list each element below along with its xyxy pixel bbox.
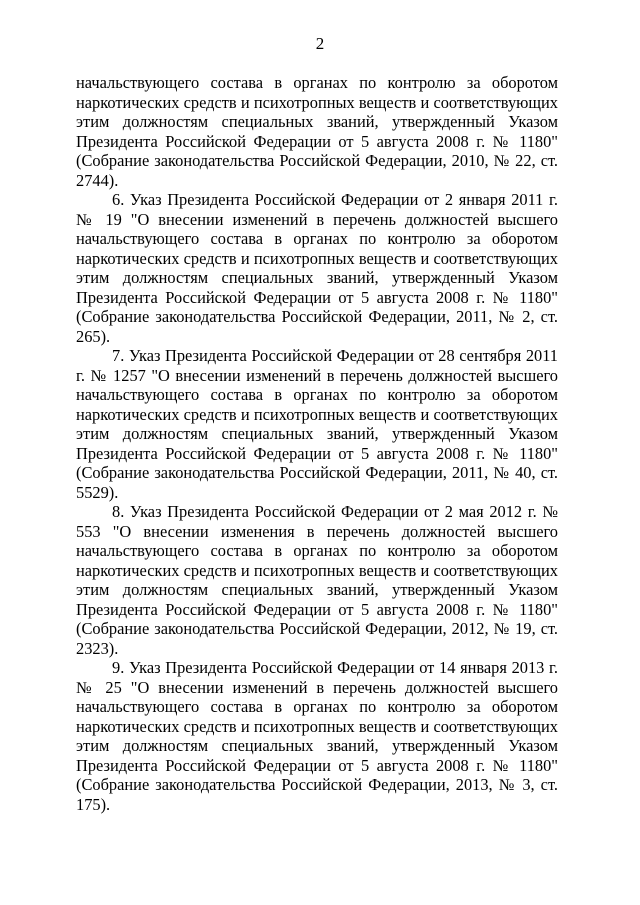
paragraph-item-9: 9. Указ Президента Российской Федерации от 14 января 2013 г. № 25 "О внесении изменений в перечень должностей высшего начальствующего состава в органах по контролю за оборотом наркотических средств и психотропных веществ и соответствующих этим должностям специальных званий, утвержденный Указом Президента Российской Федерации от 5 августа 2008 г. № 1180" (Собрание законодательства Российской Федерации, 2013, № 3, ст. 175). (76, 658, 558, 814)
paragraph-item-8: 8. Указ Президента Российской Федерации от 2 мая 2012 г. № 553 "О внесении изменения в перечень должностей высшего начальствующего состава в органах по контролю за оборотом наркотических средств и психотропных веществ и соответствующих этим должностям специальных званий, утвержденный Указом Президента Российской Федерации от 5 августа 2008 г. № 1180" (Собрание законодательства Российской Федерации, 2012, № 19, ст. 2323). (76, 502, 558, 658)
document-body (76, 73, 558, 814)
paragraph-item-7: 7. Указ Президента Российской Федерации от 28 сентября 2011 г. № 1257 "О внесении изменений в перечень должностей высшего начальствующего состава в органах по контролю за оборотом наркотических средств и психотропных веществ и соответствующих этим должностям специальных званий, утвержденный Указом Президента Российской Федерации от 5 августа 2008 г. № 1180" (Собрание законодательства Российской Федерации, 2011, № 40, ст. 5529). (76, 346, 558, 502)
paragraph-continuation: начальствующего состава в органах по контролю за оборотом наркотических средств и психотропных веществ и соответствующих этим должностям специальных званий, утвержденный Указом Президента Российской Федерации от 5 августа 2008 г. № 1180" (Собрание законодательства Российской Федерации, 2010, № 22, ст. 2744). (76, 73, 558, 190)
paragraph-item-6: 6. Указ Президента Российской Федерации от 2 января 2011 г. № 19 "О внесении изменений в перечень должностей высшего начальствующего состава в органах по контролю за оборотом наркотических средств и психотропных веществ и соответствующих этим должностям специальных званий, утвержденный Указом Президента Российской Федерации от 5 августа 2008 г. № 1180" (Собрание законодательства Российской Федерации, 2011, № 2, ст. 265). (76, 190, 558, 346)
page-number: 2 (315, 34, 325, 53)
